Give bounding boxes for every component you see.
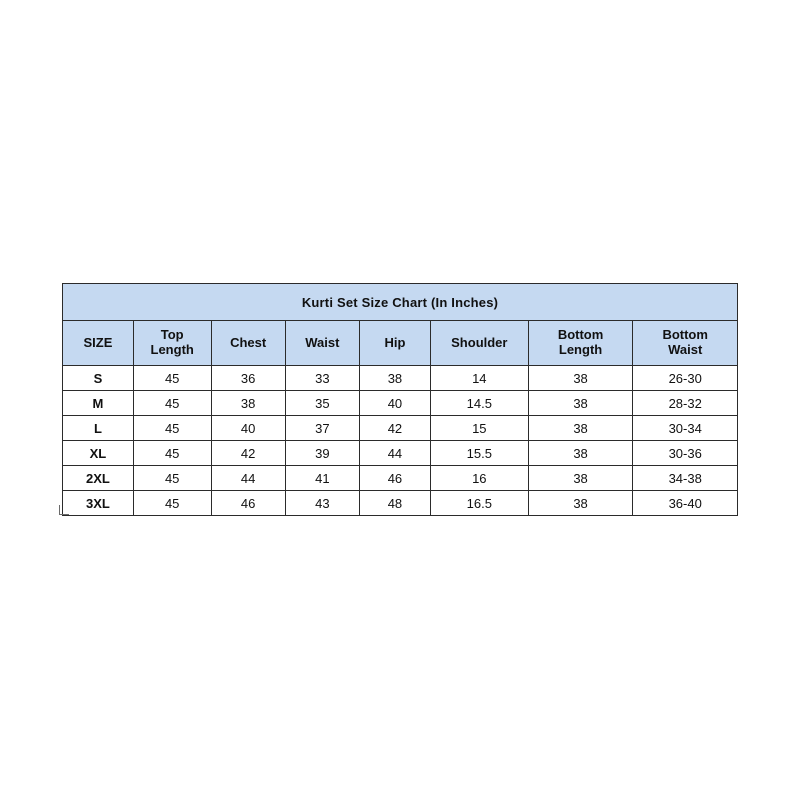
cell-chest: 44	[211, 466, 285, 491]
column-header-top-length-line2: Length	[150, 342, 194, 357]
cell-bottom-waist: 36-40	[633, 491, 738, 516]
cell-chest: 40	[211, 416, 285, 441]
cell-shoulder: 14	[430, 366, 528, 391]
cell-top-length: 45	[133, 391, 211, 416]
cell-shoulder: 15.5	[430, 441, 528, 466]
column-header-bottom-waist-line2: Waist	[668, 342, 703, 357]
cell-hip: 38	[360, 366, 431, 391]
cell-bottom-waist: 26-30	[633, 366, 738, 391]
cell-size: S	[63, 366, 134, 391]
cell-shoulder: 15	[430, 416, 528, 441]
table-row	[63, 366, 738, 391]
size-chart-table	[62, 283, 738, 516]
cell-waist: 41	[285, 466, 359, 491]
column-header-bottom-length-line1: Bottom	[557, 327, 604, 343]
table-title-row	[63, 284, 738, 321]
cell-bottom-waist: 30-36	[633, 441, 738, 466]
cell-top-length: 45	[133, 491, 211, 516]
cell-hip: 40	[360, 391, 431, 416]
chart-title: Kurti Set Size Chart (In Inches)	[63, 284, 738, 321]
cell-bottom-length: 38	[528, 391, 633, 416]
cell-top-length: 45	[133, 366, 211, 391]
cell-size: M	[63, 391, 134, 416]
size-chart-container	[62, 283, 738, 516]
cell-size: 2XL	[63, 466, 134, 491]
column-header-hip: Hip	[360, 321, 431, 366]
cell-bottom-length: 38	[528, 441, 633, 466]
table-row	[63, 391, 738, 416]
cell-top-length: 45	[133, 441, 211, 466]
cell-shoulder: 16	[430, 466, 528, 491]
cell-size: L	[63, 416, 134, 441]
column-header-bottom-length	[528, 321, 633, 366]
cell-waist: 37	[285, 416, 359, 441]
cell-hip: 42	[360, 416, 431, 441]
column-header-top-length-line1: Top	[160, 327, 184, 343]
cell-waist: 39	[285, 441, 359, 466]
cell-waist: 43	[285, 491, 359, 516]
table-row	[63, 416, 738, 441]
cell-bottom-length: 38	[528, 416, 633, 441]
cell-bottom-length: 38	[528, 491, 633, 516]
cell-hip: 48	[360, 491, 431, 516]
column-header-waist: Waist	[285, 321, 359, 366]
cell-shoulder: 14.5	[430, 391, 528, 416]
corner-crop-mark	[59, 505, 69, 515]
cell-bottom-length: 38	[528, 466, 633, 491]
cell-chest: 38	[211, 391, 285, 416]
cell-chest: 36	[211, 366, 285, 391]
cell-chest: 46	[211, 491, 285, 516]
cell-bottom-waist: 28-32	[633, 391, 738, 416]
column-header-top-length	[133, 321, 211, 366]
column-header-size: SIZE	[63, 321, 134, 366]
cell-hip: 46	[360, 466, 431, 491]
cell-bottom-waist: 34-38	[633, 466, 738, 491]
cell-waist: 33	[285, 366, 359, 391]
cell-bottom-length: 38	[528, 366, 633, 391]
table-row	[63, 466, 738, 491]
column-header-bottom-waist-line1: Bottom	[662, 327, 708, 343]
column-header-bottom-length-line2: Length	[558, 342, 603, 357]
cell-waist: 35	[285, 391, 359, 416]
cell-top-length: 45	[133, 466, 211, 491]
cell-shoulder: 16.5	[430, 491, 528, 516]
table-row	[63, 441, 738, 466]
column-header-bottom-waist	[633, 321, 738, 366]
table-row	[63, 491, 738, 516]
cell-top-length: 45	[133, 416, 211, 441]
cell-bottom-waist: 30-34	[633, 416, 738, 441]
cell-chest: 42	[211, 441, 285, 466]
column-header-shoulder: Shoulder	[430, 321, 528, 366]
cell-hip: 44	[360, 441, 431, 466]
table-header-row	[63, 321, 738, 366]
column-header-chest: Chest	[211, 321, 285, 366]
cell-size: XL	[63, 441, 134, 466]
cell-size: 3XL	[63, 491, 134, 516]
